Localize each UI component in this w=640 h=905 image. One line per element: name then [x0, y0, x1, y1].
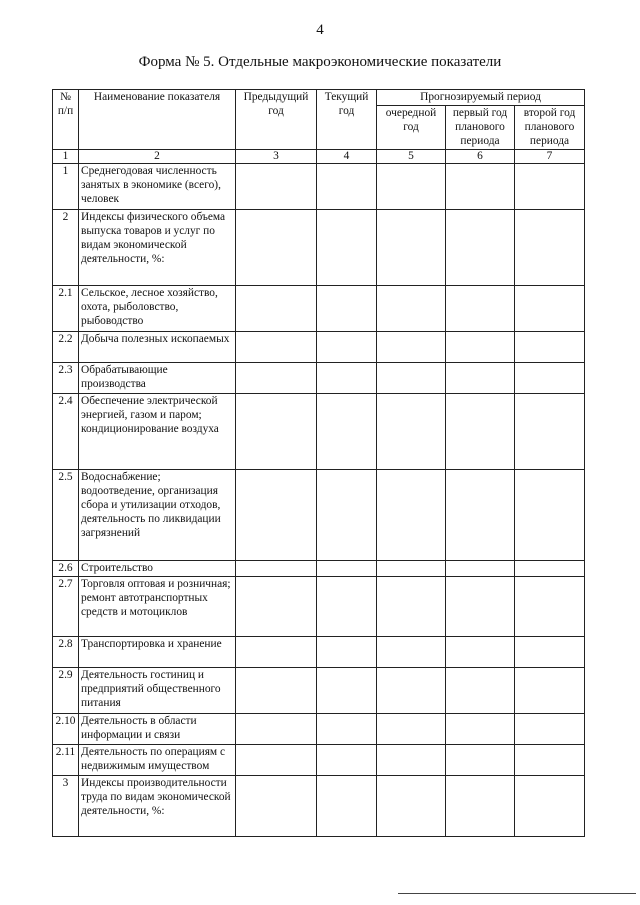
indicator-name: Обрабатывающие производства	[79, 363, 236, 394]
value-cell	[317, 164, 377, 210]
form-title: Форма № 5. Отдельные макроэкономические показатели	[138, 54, 502, 70]
indicator-name: Строительство	[79, 561, 236, 577]
header-name: Наименование показателя	[79, 90, 236, 150]
table-row	[53, 332, 585, 363]
value-cell	[236, 637, 317, 668]
value-cell	[446, 394, 515, 470]
value-cell	[515, 561, 585, 577]
value-cell	[515, 745, 585, 776]
indicator-name: Индексы производительности труда по видам экономической деятельности, %:	[79, 776, 236, 837]
value-cell	[377, 745, 446, 776]
value-cell	[515, 363, 585, 394]
value-cell	[317, 363, 377, 394]
value-cell	[236, 714, 317, 745]
table-row	[53, 637, 585, 668]
value-cell	[515, 470, 585, 561]
value-cell	[317, 637, 377, 668]
indicator-name: Добыча полезных ископаемых	[79, 332, 236, 363]
value-cell	[236, 561, 317, 577]
value-cell	[236, 286, 317, 332]
row-number: 2.1	[53, 286, 79, 332]
row-number: 2.9	[53, 668, 79, 714]
value-cell	[377, 286, 446, 332]
indicator-name: Индексы физического объема выпуска товаров и услуг по видам экономической деятельности, %:	[79, 210, 236, 286]
header-next-year: очередной год	[377, 106, 446, 150]
value-cell	[317, 561, 377, 577]
value-cell	[515, 394, 585, 470]
row-number: 2	[53, 210, 79, 286]
table-row	[53, 470, 585, 561]
indicator-name: Торговля оптовая и розничная; ремонт автотранспортных средств и мотоциклов	[79, 577, 236, 637]
value-cell	[377, 470, 446, 561]
row-number: 2.10	[53, 714, 79, 745]
value-cell	[236, 164, 317, 210]
indicator-name: Деятельность по операциям с недвижимым имуществом	[79, 745, 236, 776]
header-plan-year-1: первый год планового периода	[446, 106, 515, 150]
indicator-name: Среднегодовая численность занятых в экономике (всего), человек	[79, 164, 236, 210]
value-cell	[515, 668, 585, 714]
row-number: 2.7	[53, 577, 79, 637]
indicator-name: Водоснабжение; водоотведение, организация сбора и утилизации отходов, деятельность по ликвидации загрязнений	[79, 470, 236, 561]
value-cell	[236, 745, 317, 776]
indicator-name: Транспортировка и хранение	[79, 637, 236, 668]
table-row	[53, 745, 585, 776]
row-number: 2.6	[53, 561, 79, 577]
table-row	[53, 577, 585, 637]
value-cell	[317, 668, 377, 714]
value-cell	[377, 210, 446, 286]
header-forecast: Прогнозируемый период	[377, 90, 585, 106]
value-cell	[446, 210, 515, 286]
col-num-1: 1	[53, 150, 79, 164]
value-cell	[317, 286, 377, 332]
value-cell	[515, 286, 585, 332]
value-cell	[236, 470, 317, 561]
value-cell	[236, 210, 317, 286]
value-cell	[377, 668, 446, 714]
value-cell	[515, 637, 585, 668]
value-cell	[317, 776, 377, 837]
value-cell	[446, 714, 515, 745]
table-row	[53, 668, 585, 714]
value-cell	[446, 668, 515, 714]
col-num-7: 7	[515, 150, 585, 164]
value-cell	[446, 286, 515, 332]
value-cell	[317, 745, 377, 776]
value-cell	[236, 577, 317, 637]
table-row	[53, 286, 585, 332]
indicator-name: Деятельность в области информации и связи	[79, 714, 236, 745]
row-number: 2.4	[53, 394, 79, 470]
table-row	[53, 714, 585, 745]
page-number: 4	[316, 22, 324, 38]
header-num: № п/п	[53, 90, 79, 150]
col-num-5: 5	[377, 150, 446, 164]
table-row	[53, 394, 585, 470]
header-prev-year: Предыдущий год	[236, 90, 317, 150]
value-cell	[317, 470, 377, 561]
value-cell	[446, 577, 515, 637]
value-cell	[446, 332, 515, 363]
value-cell	[446, 164, 515, 210]
value-cell	[317, 714, 377, 745]
header-row	[53, 90, 585, 106]
value-cell	[236, 668, 317, 714]
row-number: 2.5	[53, 470, 79, 561]
value-cell	[377, 776, 446, 837]
value-cell	[236, 332, 317, 363]
value-cell	[317, 210, 377, 286]
value-cell	[515, 577, 585, 637]
value-cell	[317, 394, 377, 470]
col-num-6: 6	[446, 150, 515, 164]
table-row	[53, 164, 585, 210]
value-cell	[377, 394, 446, 470]
footer-divider	[398, 893, 636, 894]
value-cell	[446, 363, 515, 394]
value-cell	[515, 164, 585, 210]
indicator-name: Деятельность гостиниц и предприятий общественного питания	[79, 668, 236, 714]
row-number: 3	[53, 776, 79, 837]
col-num-4: 4	[317, 150, 377, 164]
value-cell	[446, 776, 515, 837]
value-cell	[317, 332, 377, 363]
value-cell	[446, 637, 515, 668]
header-current-year: Текущий год	[317, 90, 377, 150]
value-cell	[446, 470, 515, 561]
value-cell	[377, 637, 446, 668]
value-cell	[446, 745, 515, 776]
value-cell	[377, 164, 446, 210]
value-cell	[377, 577, 446, 637]
value-cell	[515, 714, 585, 745]
value-cell	[317, 577, 377, 637]
value-cell	[236, 363, 317, 394]
row-number: 2.2	[53, 332, 79, 363]
table-row	[53, 776, 585, 837]
column-number-row	[53, 150, 585, 164]
row-number: 2.8	[53, 637, 79, 668]
row-number: 2.3	[53, 363, 79, 394]
col-num-2: 2	[79, 150, 236, 164]
row-number: 1	[53, 164, 79, 210]
value-cell	[515, 332, 585, 363]
value-cell	[377, 714, 446, 745]
value-cell	[236, 776, 317, 837]
value-cell	[377, 363, 446, 394]
value-cell	[236, 394, 317, 470]
table-row	[53, 210, 585, 286]
col-num-3: 3	[236, 150, 317, 164]
indicator-name: Сельское, лесное хозяйство, охота, рыболовство, рыбоводство	[79, 286, 236, 332]
row-number: 2.11	[53, 745, 79, 776]
value-cell	[377, 332, 446, 363]
indicators-table	[52, 89, 585, 837]
indicator-name: Обеспечение электрической энергией, газом и паром; кондиционирование воздуха	[79, 394, 236, 470]
header-plan-year-2: второй год планового периода	[515, 106, 585, 150]
value-cell	[377, 561, 446, 577]
value-cell	[446, 561, 515, 577]
table-row	[53, 363, 585, 394]
value-cell	[515, 210, 585, 286]
value-cell	[515, 776, 585, 837]
table-row	[53, 561, 585, 577]
